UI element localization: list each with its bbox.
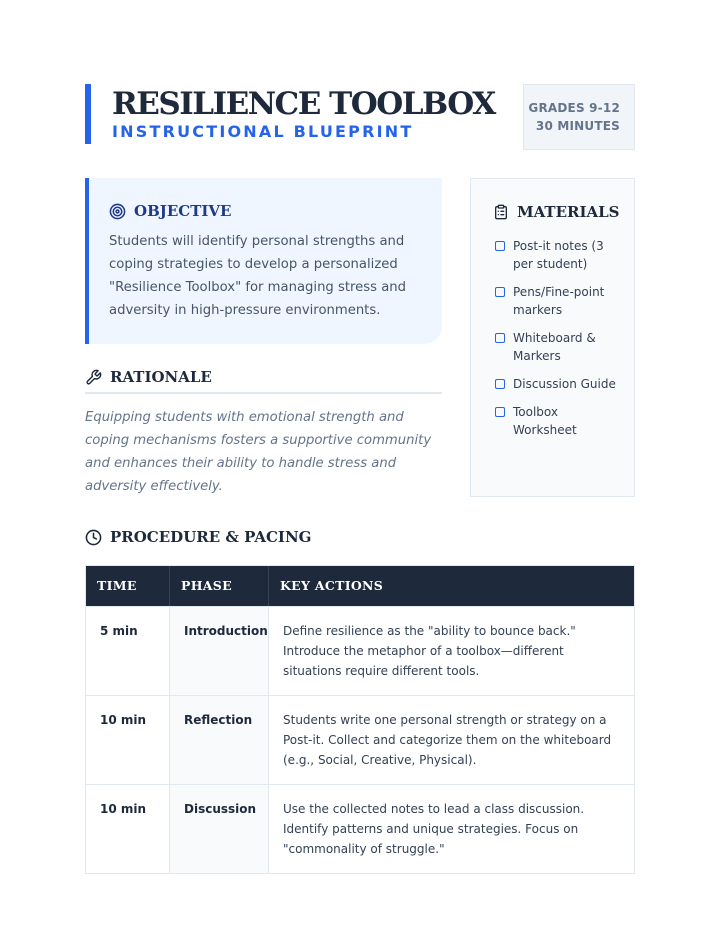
- list-item: Whiteboard & Markers: [493, 329, 616, 365]
- table-row: [86, 784, 634, 873]
- target-icon: [109, 203, 126, 220]
- clock-icon: [85, 529, 102, 546]
- materials-list: [493, 237, 616, 439]
- materials-section: [470, 178, 635, 497]
- cell-phase: Introduction: [170, 607, 269, 695]
- rationale-heading: [85, 368, 442, 394]
- table-header: [86, 566, 634, 606]
- cell-actions: Define resilience as the "ability to bounce back." Introduce the metaphor of a toolbox—different situations require different tools.: [283, 624, 576, 678]
- materials-title: MATERIALS: [517, 203, 620, 221]
- cell-time: 5 min: [86, 607, 170, 695]
- checkbox[interactable]: [495, 407, 505, 417]
- rationale-title: RATIONALE: [110, 368, 212, 386]
- procedure-heading: [85, 528, 311, 546]
- cell-phase: Reflection: [170, 696, 269, 784]
- cell-actions: Students write one personal strength or strategy on a Post-it. Collect and categorize them on the whiteboard (e.g., Social, Creative, Physical).: [283, 713, 612, 767]
- checkbox[interactable]: [495, 333, 505, 343]
- list-item: Post-it notes (3 per student): [493, 237, 616, 273]
- document-subtitle: INSTRUCTIONAL BLUEPRINT: [112, 122, 414, 141]
- meta-box: [523, 84, 635, 150]
- rationale-section: [85, 368, 442, 498]
- objective-section: [85, 178, 442, 344]
- rationale-text: Equipping students with emotional strength and coping mechanisms fosters a supportive community and enhances their ability to handle stress and adversity effectively.: [85, 410, 432, 494]
- materials-heading: [493, 203, 620, 221]
- table-row: [86, 695, 634, 784]
- cell-actions: Use the collected notes to lead a class discussion. Identify patterns and unique strategies. Focus on "commonality of struggle.": [283, 802, 585, 856]
- objective-heading: [109, 202, 422, 220]
- grades-label: GRADES 9-12: [528, 101, 620, 115]
- checkbox[interactable]: [495, 287, 505, 297]
- procedure-table: [85, 565, 635, 874]
- cell-phase: Discussion: [170, 785, 269, 873]
- list-item: Pens/Fine-point markers: [493, 283, 616, 319]
- document-title: RESILIENCE TOOLBOX: [112, 86, 495, 122]
- wrench-icon: [85, 369, 102, 386]
- clipboard-icon: [493, 203, 509, 221]
- column-header-phase: PHASE: [170, 566, 269, 606]
- table-row: [86, 606, 634, 695]
- cell-time: 10 min: [86, 696, 170, 784]
- duration-label: 30 MINUTES: [535, 119, 620, 133]
- checkbox[interactable]: [495, 379, 505, 389]
- list-item: Toolbox Worksheet: [493, 403, 616, 439]
- procedure-title: PROCEDURE & PACING: [110, 528, 312, 546]
- column-header-actions: KEY ACTIONS: [280, 578, 384, 593]
- cell-time: 10 min: [86, 785, 170, 873]
- document-header: [85, 84, 635, 150]
- objective-title: OBJECTIVE: [134, 202, 232, 220]
- checkbox[interactable]: [495, 241, 505, 251]
- list-item: Discussion Guide: [493, 375, 616, 393]
- column-header-time: TIME: [86, 566, 170, 606]
- procedure-section: [85, 528, 311, 546]
- objective-text: Students will identify personal strengths and coping strategies to develop a personalized "Resilience Toolbox" for managing stress and adversity in high-pressure environments.: [109, 234, 407, 318]
- accent-bar: [85, 84, 91, 144]
